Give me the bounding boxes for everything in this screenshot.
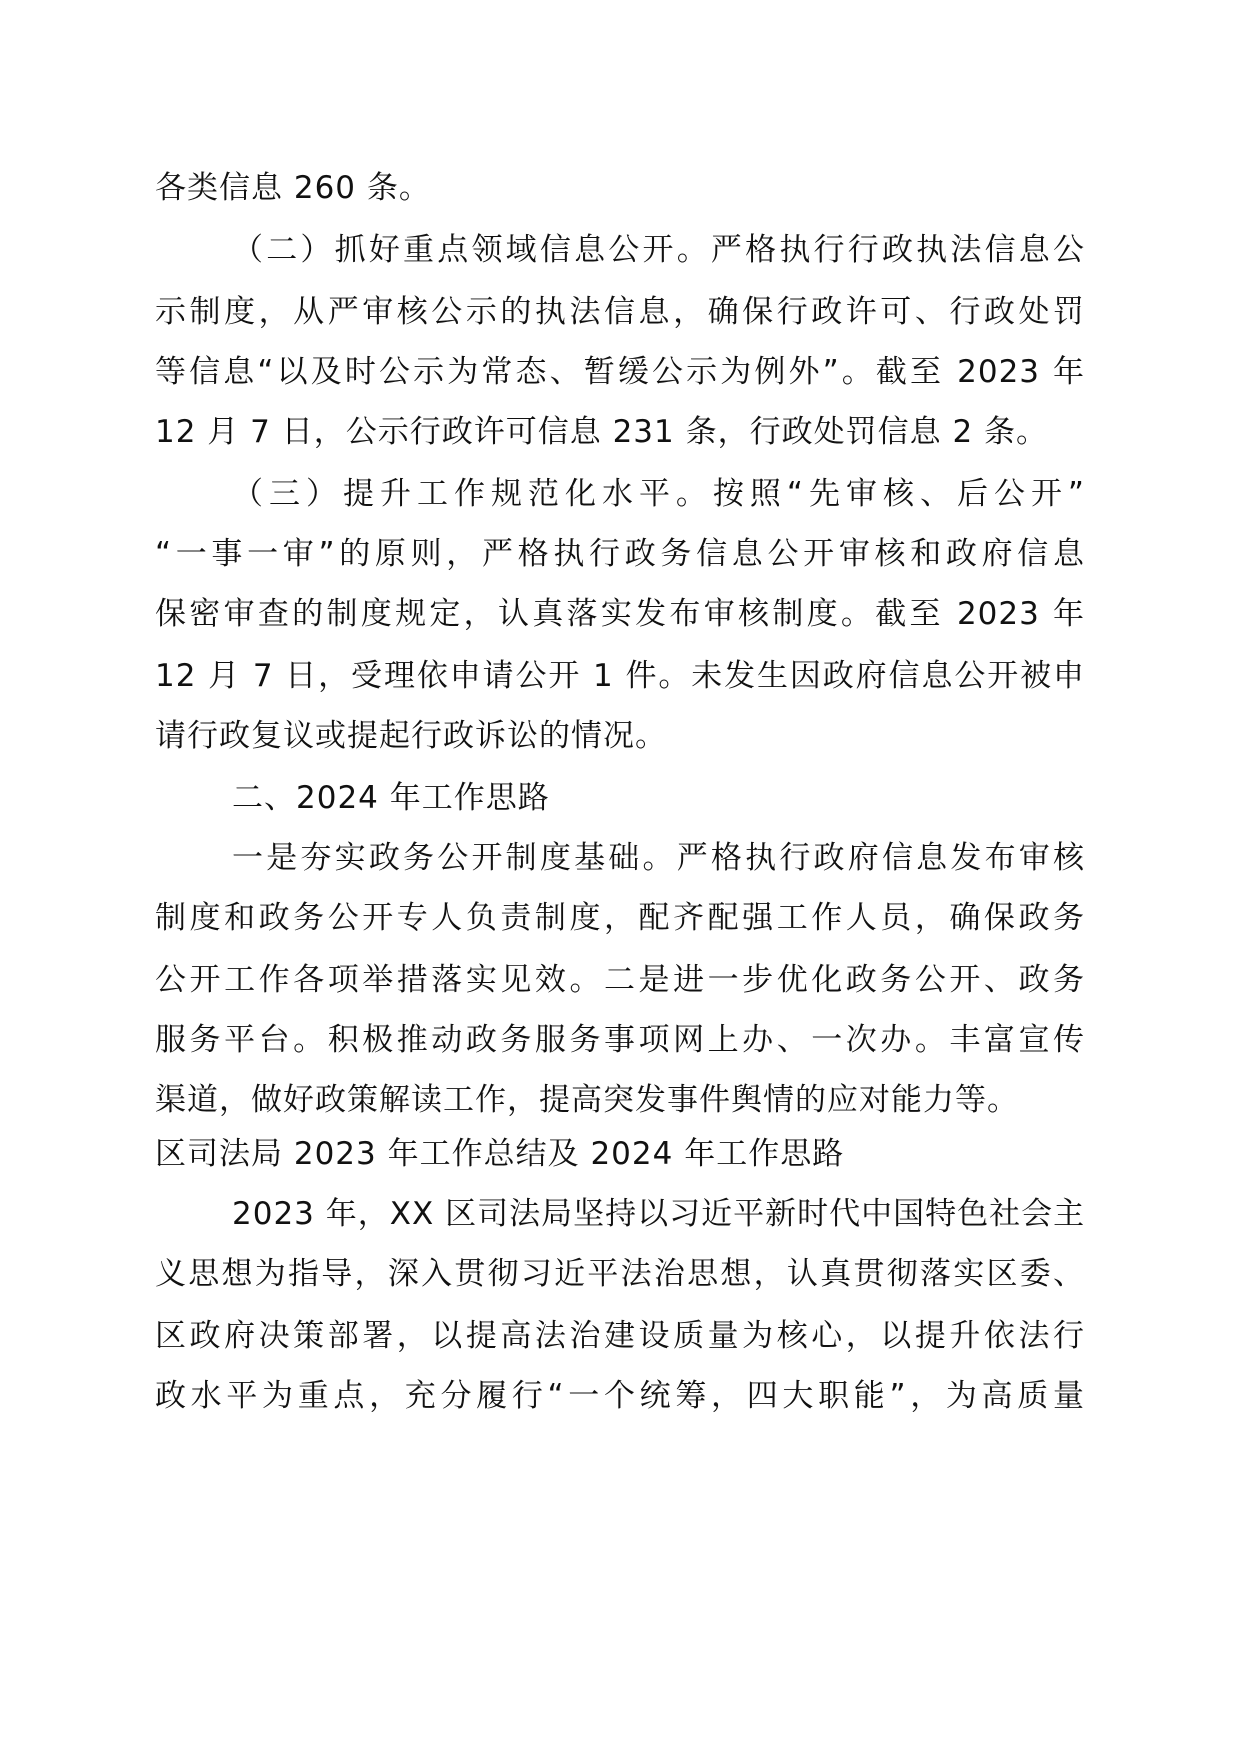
text-line: 12 月 7 日，公示行政许可信息 231 条，行政处罚信息 2 条。 (155, 414, 1049, 450)
text-line: 等信息“以及时公示为常态、暂缓公示为例外”。截至 2023 年 (155, 354, 1085, 390)
text-line: 12 月 7 日，受理依申请公开 1 件。未发生因政府信息公开被申 (155, 658, 1085, 694)
text-line: 公开工作各项举措落实见效。二是进一步优化政务公开、政务 (155, 962, 1085, 998)
text-line: 政水平为重点，充分履行“一个统筹，四大职能”，为高质量 (155, 1378, 1085, 1414)
document-title: 区司法局 2023 年工作总结及 2024 年工作思路 (155, 1136, 845, 1172)
section-heading-line: （三）提升工作规范化水平。按照“先审核、后公开” (232, 476, 1085, 512)
text-line: 保密审查的制度规定，认真落实发布审核制度。截至 2023 年 (155, 596, 1085, 632)
text-line: 渠道，做好政策解读工作，提高突发事件舆情的应对能力等。 (155, 1082, 1019, 1118)
text-line: 示制度，从严审核公示的执法信息，确保行政许可、行政处罚 (155, 294, 1085, 330)
text-line: 一是夯实政务公开制度基础。严格执行政府信息发布审核 (232, 840, 1085, 876)
text-line: 请行政复议或提起行政诉讼的情况。 (155, 718, 667, 754)
text-line: 各类信息 260 条。 (155, 170, 431, 206)
text-line: 2023 年，XX 区司法局坚持以习近平新时代中国特色社会主 (232, 1196, 1085, 1232)
text-line: 服务平台。积极推动政务服务事项网上办、一次办。丰富宣传 (155, 1022, 1085, 1058)
section-heading: 二、2024 年工作思路 (232, 780, 550, 816)
text-line: 区政府决策部署，以提高法治建设质量为核心，以提升依法行 (155, 1318, 1085, 1354)
section-heading-line: （二）抓好重点领域信息公开。严格执行行政执法信息公 (232, 232, 1085, 268)
text-line: 制度和政务公开专人负责制度，配齐配强工作人员，确保政务 (155, 900, 1085, 936)
text-line: “一事一审”的原则，严格执行政务信息公开审核和政府信息 (155, 536, 1085, 572)
text-line: 义思想为指导，深入贯彻习近平法治思想，认真贯彻落实区委、 (155, 1256, 1085, 1292)
